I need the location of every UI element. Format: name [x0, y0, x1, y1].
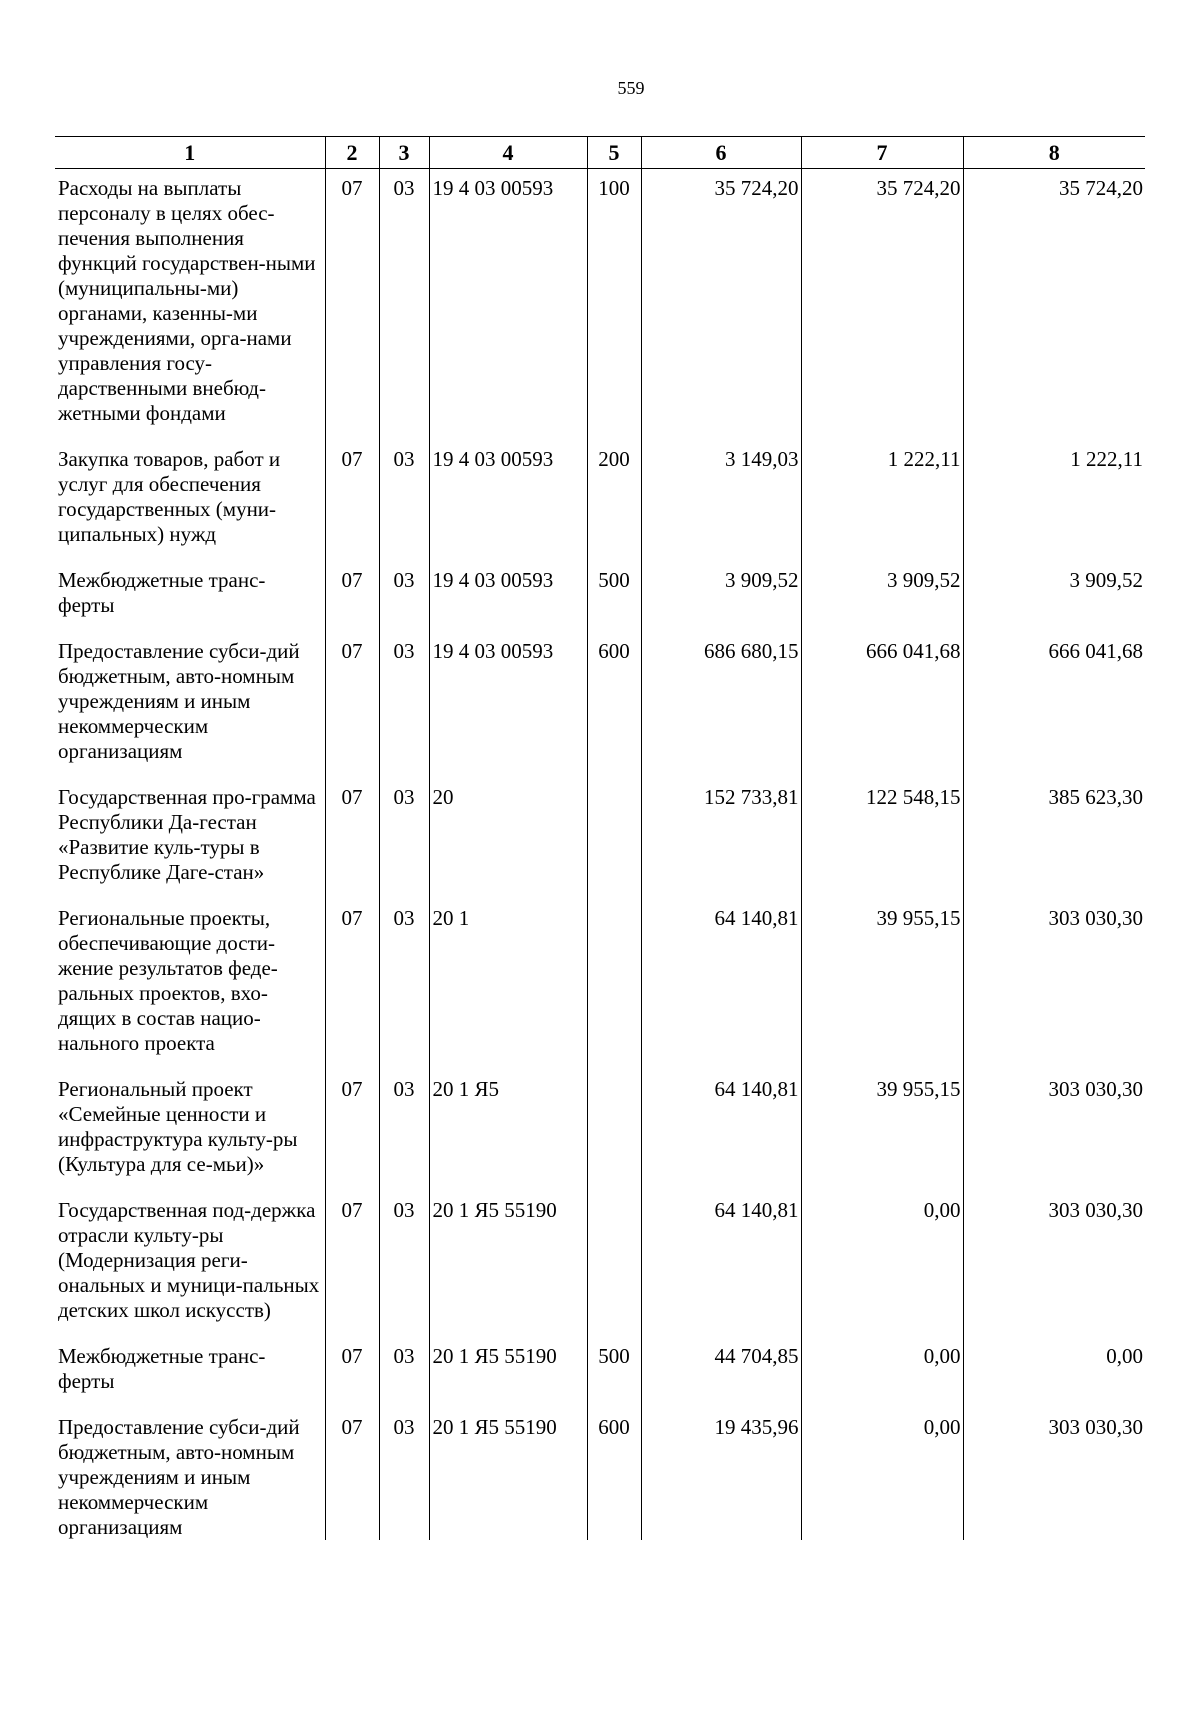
spacer-cell — [325, 618, 379, 632]
amount-col-8-cell: 303 030,30 — [963, 1070, 1145, 1177]
subsection-cell: 03 — [379, 1408, 429, 1540]
row-spacer — [55, 1394, 1145, 1408]
spacer-cell — [429, 618, 587, 632]
spacer-cell — [325, 885, 379, 899]
spacer-cell — [963, 1323, 1145, 1337]
spacer-cell — [587, 547, 641, 561]
spacer-cell — [587, 426, 641, 440]
amount-col-7-cell: 122 548,15 — [801, 778, 963, 885]
spacer-cell — [325, 764, 379, 778]
target-article-cell: 20 1 — [429, 899, 587, 1056]
page-number: 559 — [617, 78, 645, 98]
spacer-cell — [641, 1323, 801, 1337]
row-name-cell: Предоставление субси-дий бюджетным, авто-номным учреждениям и иным некоммерческим организациям — [58, 1415, 300, 1539]
amount-col-7-cell: 3 909,52 — [801, 561, 963, 618]
amount-col-7-cell: 0,00 — [801, 1191, 963, 1323]
spacer-cell — [379, 1056, 429, 1070]
spacer-cell — [587, 1323, 641, 1337]
target-article-cell: 20 1 Я5 55190 — [429, 1337, 587, 1394]
spacer-cell — [963, 1177, 1145, 1191]
section-cell: 07 — [325, 1337, 379, 1394]
section-cell: 07 — [325, 1191, 379, 1323]
spacer-cell — [587, 764, 641, 778]
table-row — [55, 1408, 1145, 1540]
spacer-cell — [963, 547, 1145, 561]
amount-col-7-cell: 666 041,68 — [801, 632, 963, 764]
amount-col-7-cell: 39 955,15 — [801, 899, 963, 1056]
amount-col-8-cell: 303 030,30 — [963, 899, 1145, 1056]
header-col-2: 2 — [325, 137, 379, 169]
row-name-cell: Межбюджетные транс-ферты — [58, 1344, 266, 1393]
expense-type-cell: 600 — [587, 632, 641, 764]
expense-type-cell: 500 — [587, 1337, 641, 1394]
spacer-cell — [325, 1323, 379, 1337]
subsection-cell: 03 — [379, 632, 429, 764]
spacer-cell — [963, 885, 1145, 899]
target-article-cell: 20 1 Я5 55190 — [429, 1408, 587, 1540]
table-row — [55, 561, 1145, 618]
spacer-cell — [379, 1323, 429, 1337]
spacer-cell — [801, 426, 963, 440]
spacer-cell — [379, 1394, 429, 1408]
amount-col-7-cell: 0,00 — [801, 1408, 963, 1540]
table-row — [55, 440, 1145, 547]
spacer-cell — [429, 1394, 587, 1408]
spacer-cell — [325, 547, 379, 561]
spacer-cell — [55, 1323, 325, 1337]
amount-col-6-cell: 686 680,15 — [641, 632, 801, 764]
spacer-cell — [429, 1056, 587, 1070]
spacer-cell — [379, 885, 429, 899]
spacer-cell — [801, 618, 963, 632]
row-name-cell: Государственная под-держка отрасли культу-ры (Модернизация реги-ональных и муници-пальных детских школ искусств) — [58, 1198, 320, 1322]
spacer-cell — [963, 1056, 1145, 1070]
row-name-cell: Расходы на выплаты персоналу в целях обес-печения выполнения функций государствен-ными (муниципальны-ми) органами, казенны-ми учреждениями, орга-нами управления госу-дарственными внебюд-жетными фондами — [58, 176, 316, 425]
amount-col-8-cell: 666 041,68 — [963, 632, 1145, 764]
spacer-cell — [429, 1177, 587, 1191]
section-cell: 07 — [325, 632, 379, 764]
amount-col-6-cell: 44 704,85 — [641, 1337, 801, 1394]
amount-col-8-cell: 303 030,30 — [963, 1408, 1145, 1540]
spacer-cell — [55, 1394, 325, 1408]
amount-col-6-cell: 3 909,52 — [641, 561, 801, 618]
header-col-1: 1 — [55, 137, 325, 169]
section-cell: 07 — [325, 169, 379, 427]
row-name-cell: Государственная про-грамма Республики Да-гестан «Развитие куль-туры в Республике Даге-стан» — [58, 785, 316, 884]
budget-table-container — [55, 136, 1145, 1540]
expense-type-cell: 100 — [587, 169, 641, 427]
target-article-cell: 19 4 03 00593 — [429, 440, 587, 547]
spacer-cell — [801, 885, 963, 899]
spacer-cell — [429, 547, 587, 561]
spacer-cell — [801, 764, 963, 778]
subsection-cell: 03 — [379, 1337, 429, 1394]
amount-col-6-cell: 64 140,81 — [641, 1070, 801, 1177]
amount-col-7-cell: 35 724,20 — [801, 169, 963, 427]
section-cell: 07 — [325, 1070, 379, 1177]
spacer-cell — [379, 426, 429, 440]
expense-type-cell: 500 — [587, 561, 641, 618]
row-spacer — [55, 426, 1145, 440]
budget-table — [55, 136, 1145, 1540]
amount-col-7-cell: 1 222,11 — [801, 440, 963, 547]
spacer-cell — [429, 1323, 587, 1337]
row-name-cell: Региональные проекты, обеспечивающие дости-жение результатов феде-ральных проектов, вхо-дящих в состав нацио-нального проекта — [58, 906, 278, 1055]
section-cell: 07 — [325, 778, 379, 885]
table-row — [55, 632, 1145, 764]
row-spacer — [55, 1323, 1145, 1337]
amount-col-6-cell: 152 733,81 — [641, 778, 801, 885]
subsection-cell: 03 — [379, 1070, 429, 1177]
spacer-cell — [325, 1394, 379, 1408]
spacer-cell — [55, 764, 325, 778]
spacer-cell — [379, 1177, 429, 1191]
row-spacer — [55, 618, 1145, 632]
spacer-cell — [325, 1056, 379, 1070]
amount-col-6-cell: 64 140,81 — [641, 1191, 801, 1323]
section-cell: 07 — [325, 440, 379, 547]
spacer-cell — [641, 764, 801, 778]
row-name-cell: Предоставление субси-дий бюджетным, авто-номным учреждениям и иным некоммерческим организациям — [58, 639, 300, 763]
amount-col-8-cell: 303 030,30 — [963, 1191, 1145, 1323]
row-spacer — [55, 1056, 1145, 1070]
spacer-cell — [641, 1056, 801, 1070]
subsection-cell: 03 — [379, 899, 429, 1056]
table-body — [55, 169, 1145, 1541]
target-article-cell: 20 1 Я5 55190 — [429, 1191, 587, 1323]
spacer-cell — [801, 547, 963, 561]
spacer-cell — [801, 1323, 963, 1337]
subsection-cell: 03 — [379, 169, 429, 427]
spacer-cell — [801, 1177, 963, 1191]
amount-col-8-cell: 35 724,20 — [963, 169, 1145, 427]
spacer-cell — [55, 885, 325, 899]
section-cell: 07 — [325, 899, 379, 1056]
amount-col-6-cell: 64 140,81 — [641, 899, 801, 1056]
amount-col-6-cell: 3 149,03 — [641, 440, 801, 547]
table-row — [55, 1070, 1145, 1177]
spacer-cell — [55, 1177, 325, 1191]
amount-col-8-cell: 1 222,11 — [963, 440, 1145, 547]
expense-type-cell — [587, 899, 641, 1056]
spacer-cell — [55, 547, 325, 561]
header-col-8: 8 — [963, 137, 1145, 169]
target-article-cell: 19 4 03 00593 — [429, 632, 587, 764]
row-name-cell: Региональный проект «Семейные ценности и инфраструктура культу-ры (Культура для се-мьи)» — [58, 1077, 298, 1176]
spacer-cell — [801, 1056, 963, 1070]
spacer-cell — [641, 1394, 801, 1408]
spacer-cell — [379, 547, 429, 561]
header-col-6: 6 — [641, 137, 801, 169]
header-col-5: 5 — [587, 137, 641, 169]
spacer-cell — [379, 764, 429, 778]
subsection-cell: 03 — [379, 778, 429, 885]
spacer-cell — [429, 885, 587, 899]
subsection-cell: 03 — [379, 561, 429, 618]
expense-type-cell — [587, 1191, 641, 1323]
spacer-cell — [641, 885, 801, 899]
table-row — [55, 899, 1145, 1056]
spacer-cell — [641, 547, 801, 561]
subsection-cell: 03 — [379, 440, 429, 547]
target-article-cell: 20 — [429, 778, 587, 885]
spacer-cell — [379, 618, 429, 632]
header-col-4: 4 — [429, 137, 587, 169]
table-row — [55, 169, 1145, 427]
spacer-cell — [429, 426, 587, 440]
row-spacer — [55, 1177, 1145, 1191]
spacer-cell — [641, 618, 801, 632]
spacer-cell — [587, 1056, 641, 1070]
spacer-cell — [963, 764, 1145, 778]
spacer-cell — [325, 426, 379, 440]
table-row — [55, 1191, 1145, 1323]
spacer-cell — [587, 618, 641, 632]
subsection-cell: 03 — [379, 1191, 429, 1323]
row-name-cell: Закупка товаров, работ и услуг для обеспечения государственных (муни-ципальных) нужд — [58, 447, 281, 546]
amount-col-8-cell: 0,00 — [963, 1337, 1145, 1394]
target-article-cell: 20 1 Я5 — [429, 1070, 587, 1177]
table-row — [55, 778, 1145, 885]
expense-type-cell: 600 — [587, 1408, 641, 1540]
spacer-cell — [55, 1056, 325, 1070]
spacer-cell — [641, 1177, 801, 1191]
spacer-cell — [429, 764, 587, 778]
spacer-cell — [963, 1394, 1145, 1408]
expense-type-cell: 200 — [587, 440, 641, 547]
amount-col-7-cell: 0,00 — [801, 1337, 963, 1394]
spacer-cell — [587, 885, 641, 899]
row-spacer — [55, 547, 1145, 561]
section-cell: 07 — [325, 561, 379, 618]
section-cell: 07 — [325, 1408, 379, 1540]
amount-col-6-cell: 19 435,96 — [641, 1408, 801, 1540]
table-row — [55, 1337, 1145, 1394]
row-name-cell: Межбюджетные транс-ферты — [58, 568, 266, 617]
spacer-cell — [963, 618, 1145, 632]
expense-type-cell — [587, 778, 641, 885]
spacer-cell — [325, 1177, 379, 1191]
header-row — [55, 137, 1145, 169]
header-col-3: 3 — [379, 137, 429, 169]
table-header — [55, 137, 1145, 169]
target-article-cell: 19 4 03 00593 — [429, 561, 587, 618]
spacer-cell — [641, 426, 801, 440]
amount-col-6-cell: 35 724,20 — [641, 169, 801, 427]
spacer-cell — [587, 1394, 641, 1408]
target-article-cell: 19 4 03 00593 — [429, 169, 587, 427]
spacer-cell — [55, 618, 325, 632]
amount-col-8-cell: 3 909,52 — [963, 561, 1145, 618]
spacer-cell — [963, 426, 1145, 440]
row-spacer — [55, 764, 1145, 778]
header-col-7: 7 — [801, 137, 963, 169]
amount-col-8-cell: 385 623,30 — [963, 778, 1145, 885]
amount-col-7-cell: 39 955,15 — [801, 1070, 963, 1177]
spacer-cell — [55, 426, 325, 440]
expense-type-cell — [587, 1070, 641, 1177]
row-spacer — [55, 885, 1145, 899]
spacer-cell — [587, 1177, 641, 1191]
spacer-cell — [801, 1394, 963, 1408]
